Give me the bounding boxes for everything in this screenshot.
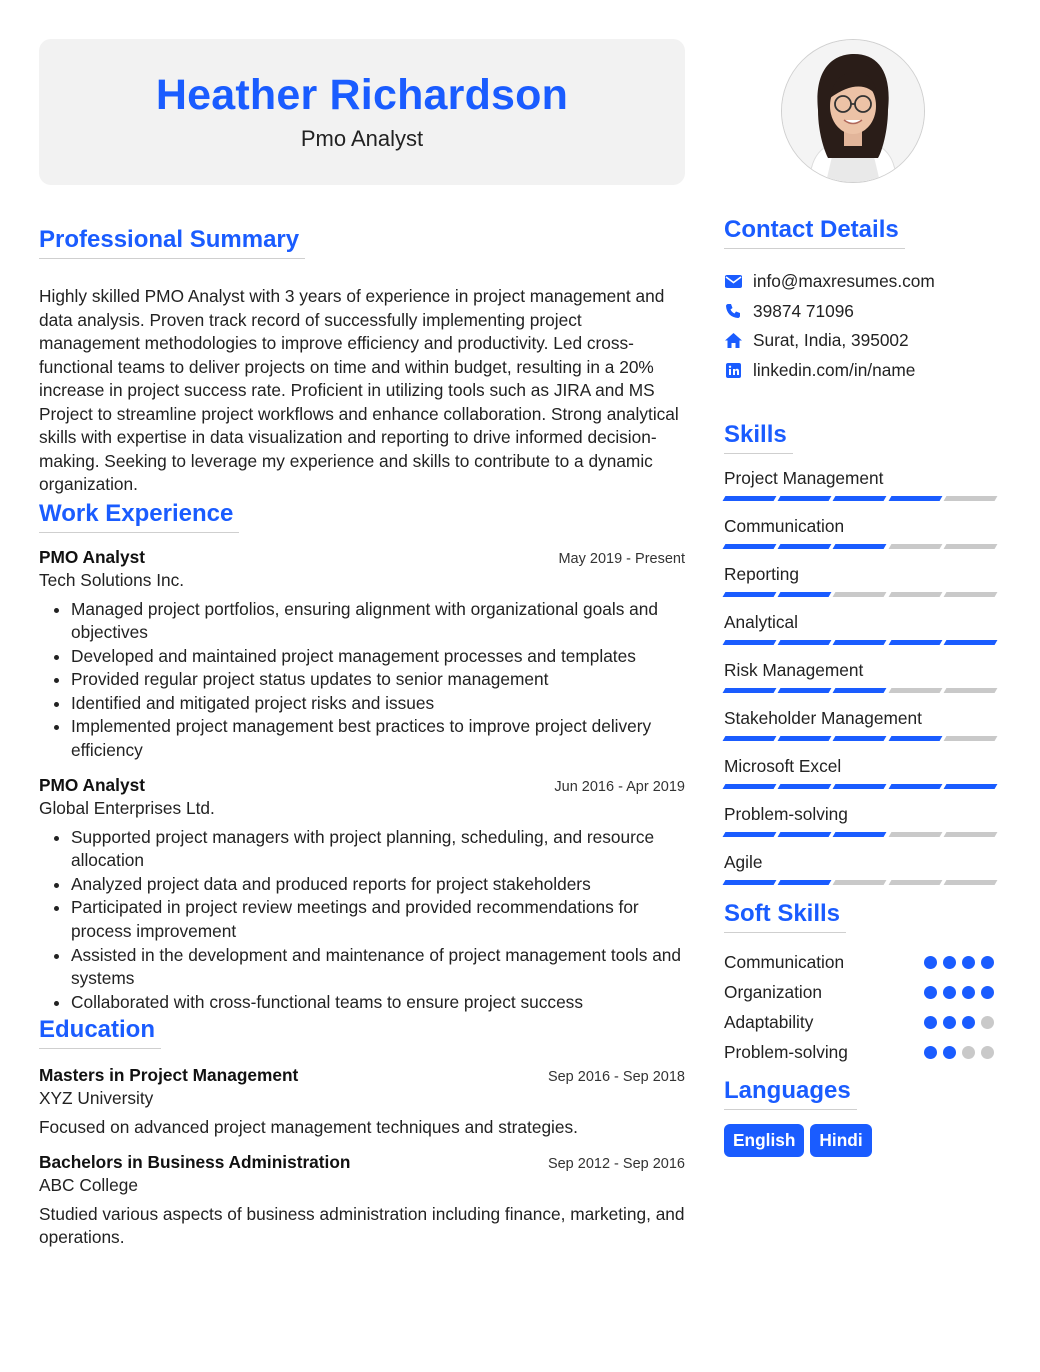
job-title: Pmo Analyst: [300, 126, 424, 151]
rating-dot: [981, 1016, 994, 1029]
skill-level-segment: [723, 688, 777, 693]
skill-level-segment: [888, 640, 942, 645]
language-tags: [724, 1124, 1000, 1157]
main-column: [39, 39, 685, 1250]
skill-level-segment: [888, 688, 942, 693]
education-school: ABC College: [39, 1174, 138, 1195]
rating-dot: [943, 1016, 956, 1029]
job-entry-date: Jun 2016 - Apr 2019: [554, 778, 685, 795]
skill-level-segment: [723, 544, 777, 549]
rating-dot: [943, 986, 956, 999]
job-entry-date: May 2019 - Present: [558, 550, 685, 567]
skill-level-segment: [888, 784, 942, 789]
skill-item: [724, 516, 1000, 549]
education-degree: Bachelors in Business Administration: [39, 1151, 351, 1172]
skill-name: Reporting: [724, 564, 799, 585]
skill-level-segment: [888, 592, 942, 597]
skills-heading: Skills: [724, 421, 793, 454]
skill-level-segment: [723, 496, 777, 501]
skill-name: Microsoft Excel: [724, 756, 842, 777]
languages-heading: Languages: [724, 1077, 857, 1110]
education-entry: [39, 1065, 685, 1140]
skill-level-bar: [724, 736, 1000, 741]
skills-section: [724, 421, 1000, 885]
skill-level-segment: [943, 544, 997, 549]
skill-level-segment: [833, 736, 887, 741]
rating-dot: [962, 1046, 975, 1059]
soft-skills-list: [724, 947, 1000, 1067]
education-heading: Education: [39, 1016, 161, 1049]
envelope-icon: [724, 273, 742, 291]
skill-level-bar: [724, 832, 1000, 837]
rating-dot: [981, 1046, 994, 1059]
skill-level-segment: [723, 736, 777, 741]
job-bullet: • Participated in project review meetings and provided recommendations for process improvement: [71, 896, 685, 943]
skill-item: [724, 564, 1000, 597]
contact-linkedin[interactable]: [724, 356, 1000, 386]
education-school: XYZ University: [39, 1088, 154, 1109]
contact-linkedin-text: linkedin.com/in/name: [753, 360, 916, 381]
skill-level-bar: [724, 496, 1000, 501]
skill-item: [724, 708, 1000, 741]
education-description: Studied various aspects of business administration including finance, marketing, and operations.: [39, 1203, 685, 1248]
rating-dot: [962, 986, 975, 999]
skill-level-segment: [778, 640, 832, 645]
job-bullet: • Collaborated with cross-functional teams to ensure project success: [71, 991, 685, 1015]
job-bullet: • Supported project managers with project planning, scheduling, and resource allocation: [71, 826, 685, 873]
skill-level-bar: [724, 784, 1000, 789]
skill-name: Agile: [724, 852, 763, 873]
skill-level-bar: [724, 688, 1000, 693]
education-description: Focused on advanced project management techniques and strategies.: [39, 1117, 578, 1138]
education-degree: Masters in Project Management: [39, 1065, 299, 1086]
avatar-illustration: [782, 40, 924, 182]
contact-heading: Contact Details: [724, 216, 905, 249]
job-bullet: • Managed project portfolios, ensuring alignment with organizational goals and objectives: [71, 598, 685, 645]
rating-dot: [981, 986, 994, 999]
skill-name: Communication: [724, 516, 845, 537]
skill-level-bar: [724, 544, 1000, 549]
skill-level-segment: [943, 832, 997, 837]
skill-level-segment: [723, 832, 777, 837]
job-entry-company: Global Enterprises Ltd.: [39, 797, 215, 818]
soft-skill-rating: [924, 1046, 1000, 1059]
linkedin-icon: [724, 362, 742, 380]
skill-level-segment: [833, 544, 887, 549]
skill-level-segment: [888, 832, 942, 837]
rating-dot: [924, 986, 937, 999]
skill-level-segment: [778, 688, 832, 693]
education-entry: [39, 1152, 685, 1250]
skill-level-segment: [943, 592, 997, 597]
job-entry-title: PMO Analyst: [39, 774, 145, 795]
soft-skill-item: [724, 947, 1000, 977]
languages-section: [724, 1077, 1000, 1157]
soft-skill-rating: [924, 986, 1000, 999]
summary-section: [39, 226, 685, 497]
skill-level-segment: [778, 496, 832, 501]
skill-level-bar: [724, 880, 1000, 885]
phone-icon: [724, 302, 742, 320]
skill-level-segment: [723, 880, 777, 885]
rating-dot: [962, 1016, 975, 1029]
skill-item: [724, 468, 1000, 501]
experience-section: [39, 500, 685, 1015]
skill-level-segment: [943, 880, 997, 885]
skill-level-segment: [833, 640, 887, 645]
soft-skill-item: [724, 977, 1000, 1007]
profile-photo: [781, 39, 925, 183]
soft-skill-name: Adaptability: [724, 1011, 814, 1032]
summary-heading: Professional Summary: [39, 226, 305, 259]
skill-level-segment: [888, 736, 942, 741]
rating-dot: [981, 956, 994, 969]
soft-skill-name: Problem-solving: [724, 1041, 848, 1062]
contact-phone[interactable]: [724, 297, 1000, 327]
job-entry-company: Tech Solutions Inc.: [39, 569, 185, 590]
job-bullet: • Analyzed project data and produced reports for project stakeholders: [71, 873, 685, 897]
job-bullet: • Assisted in the development and maintenance of project management tools and systems: [71, 944, 685, 991]
soft-skill-rating: [924, 1016, 1000, 1029]
skill-name: Project Management: [724, 468, 884, 489]
soft-skill-name: Organization: [724, 981, 822, 1002]
rating-dot: [924, 956, 937, 969]
skill-level-segment: [778, 832, 832, 837]
education-date: Sep 2012 - Sep 2016: [547, 1155, 685, 1172]
skill-level-segment: [943, 496, 997, 501]
sidebar-content: [724, 216, 1000, 1157]
job-bullet: • Identified and mitigated project risks and issues: [71, 692, 685, 716]
skill-name: Problem-solving: [724, 804, 848, 825]
skill-level-segment: [723, 592, 777, 597]
skill-level-segment: [833, 688, 887, 693]
skill-item: [724, 756, 1000, 789]
skill-item: [724, 804, 1000, 837]
skill-level-segment: [888, 544, 942, 549]
soft-skill-name: Communication: [724, 951, 845, 972]
skill-item: [724, 852, 1000, 885]
job-bullets: [39, 598, 685, 763]
skill-item: [724, 612, 1000, 645]
job-entry: [39, 775, 685, 1015]
candidate-name: Heather Richardson: [155, 71, 569, 119]
skill-level-segment: [833, 880, 887, 885]
skill-level-segment: [723, 640, 777, 645]
header-card: [39, 39, 685, 185]
language-tag: English: [724, 1124, 804, 1157]
skill-level-segment: [943, 640, 997, 645]
skill-level-segment: [778, 544, 832, 549]
skill-level-segment: [833, 784, 887, 789]
skill-level-segment: [943, 784, 997, 789]
job-entry: [39, 547, 685, 763]
soft-skill-rating: [924, 956, 1000, 969]
skill-level-segment: [833, 592, 887, 597]
skill-level-segment: [778, 880, 832, 885]
home-icon: [724, 332, 742, 350]
contact-address-text: Surat, India, 395002: [753, 330, 909, 351]
soft-skills-heading: Soft Skills: [724, 900, 846, 933]
job-bullets: [39, 826, 685, 1015]
skill-level-segment: [943, 736, 997, 741]
experience-heading: Work Experience: [39, 500, 239, 533]
job-bullet: • Developed and maintained project management processes and templates: [71, 645, 685, 669]
skill-level-segment: [778, 784, 832, 789]
skill-level-segment: [888, 496, 942, 501]
education-date: Sep 2016 - Sep 2018: [547, 1069, 685, 1086]
skill-level-segment: [833, 496, 887, 501]
contact-section: [724, 216, 1000, 385]
soft-skill-item: [724, 1037, 1000, 1067]
skill-item: [724, 660, 1000, 693]
rating-dot: [962, 956, 975, 969]
skill-level-segment: [888, 880, 942, 885]
rating-dot: [943, 1046, 956, 1059]
rating-dot: [924, 1046, 937, 1059]
skill-level-segment: [723, 784, 777, 789]
skill-level-bar: [724, 640, 1000, 645]
skills-list: [724, 468, 1000, 885]
skill-level-segment: [778, 592, 832, 597]
soft-skills-section: [724, 900, 1000, 1067]
job-entry-title: PMO Analyst: [39, 546, 145, 567]
skill-name: Stakeholder Management: [724, 708, 922, 729]
skill-level-bar: [724, 592, 1000, 597]
summary-text: Highly skilled PMO Analyst with 3 years of experience in project management and data analysis. Proven track record of successfully implementing project management methodologies to improve efficiency and productivity. Led cross-functional teams to deliver projects on time and within budget, resulting in a 20% increase in project success rate. Proficient in utilizing tools such as JIRA and MS Project to streamline project workflows and enhance collaboration. Strong analytical skills with expertise in data visualization and reporting to drive informed decision-making. Seeking to leverage my experience and skills to contribute to a dynamic organization.: [39, 286, 679, 494]
skill-name: Risk Management: [724, 660, 864, 681]
rating-dot: [943, 956, 956, 969]
soft-skill-item: [724, 1007, 1000, 1037]
rating-dot: [924, 1016, 937, 1029]
skill-level-segment: [833, 832, 887, 837]
skill-name: Analytical: [724, 612, 798, 633]
contact-email[interactable]: [724, 267, 1000, 297]
skill-level-segment: [943, 688, 997, 693]
skill-level-segment: [778, 736, 832, 741]
job-bullet: • Provided regular project status updates to senior management: [71, 668, 685, 692]
contact-address: [724, 326, 1000, 356]
education-section: [39, 1016, 685, 1250]
language-tag: Hindi: [810, 1124, 871, 1157]
job-bullet: • Implemented project management best practices to improve project delivery efficiency: [71, 715, 685, 762]
contact-email-text: info@maxresumes.com: [753, 271, 935, 292]
contact-phone-text: 39874 71096: [753, 300, 854, 321]
